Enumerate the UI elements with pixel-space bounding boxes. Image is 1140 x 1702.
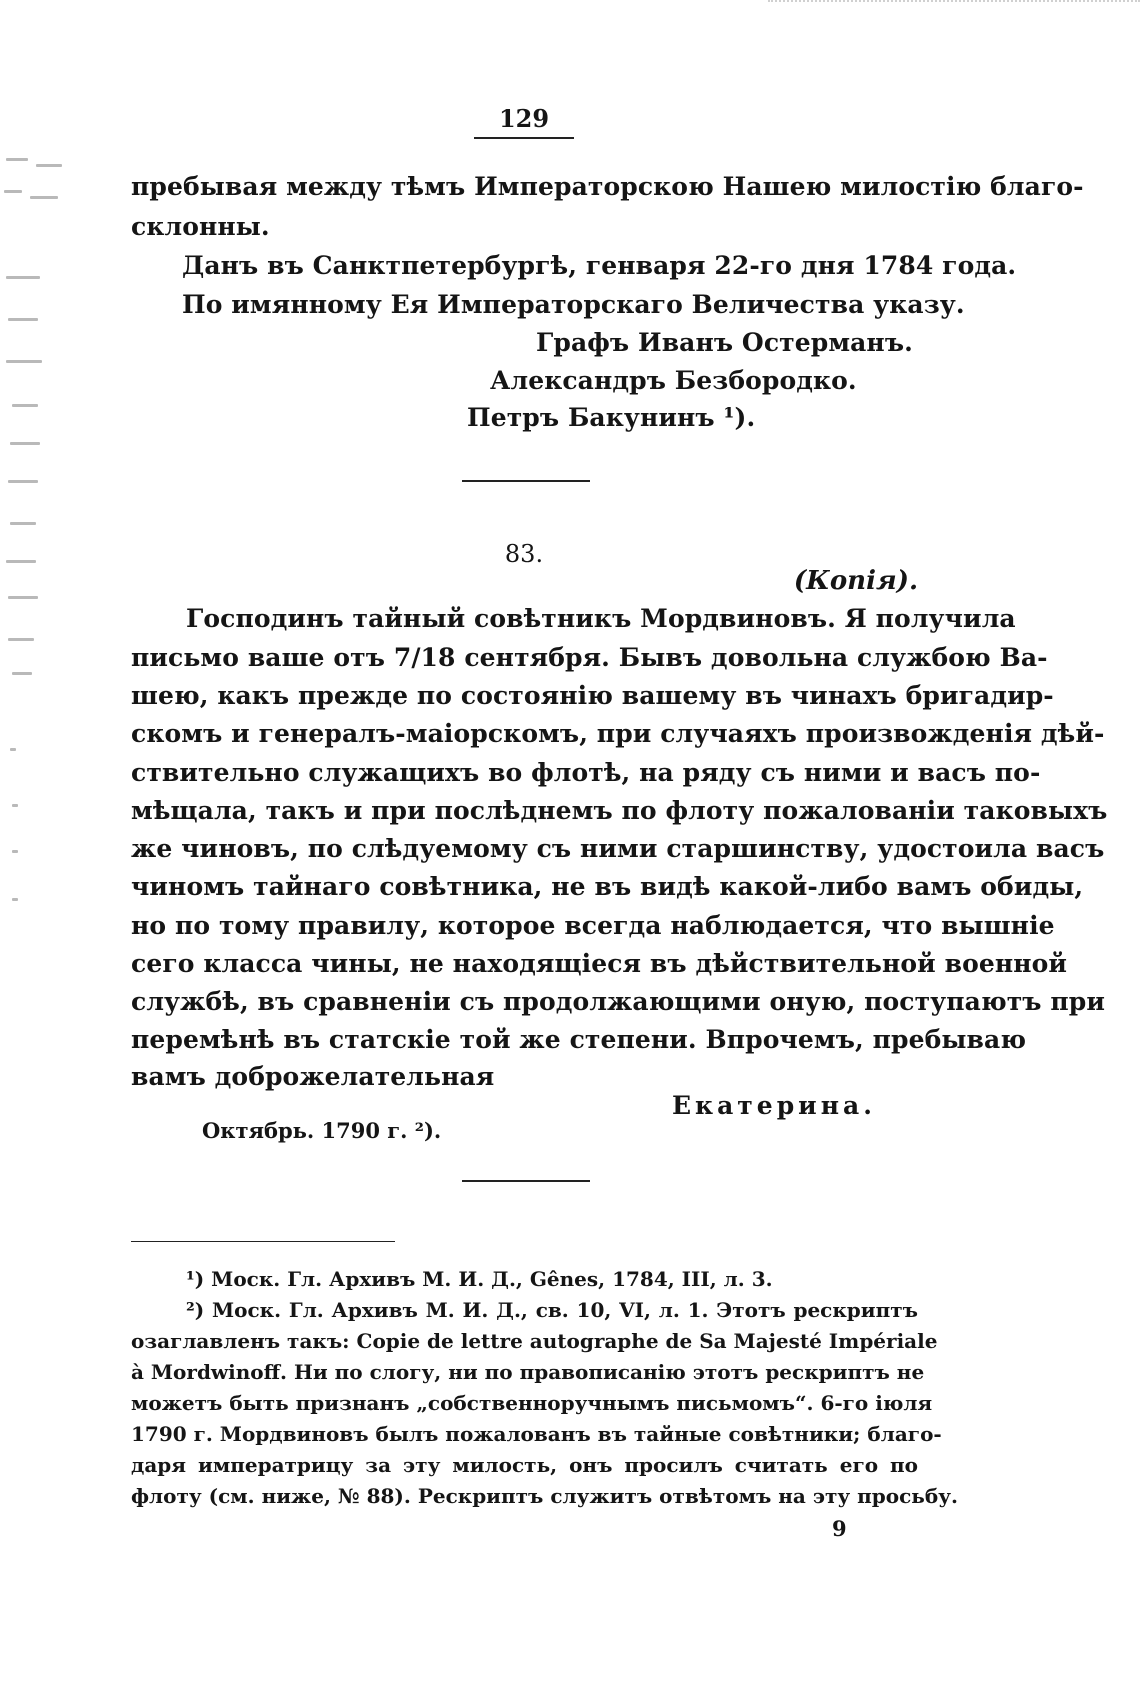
body-line: ствительно служащихъ во флотѣ, на ряду съ ними и васъ по- xyxy=(131,758,1041,787)
section-divider xyxy=(462,1180,590,1182)
section-divider xyxy=(462,480,590,482)
footnote-2-line: даря императрицу за эту милость, онъ просилъ считать его по xyxy=(131,1453,918,1477)
footnote-2-line: à Mordwinoff. Ни по слогу, ни по правописанію этотъ рескриптъ не xyxy=(131,1360,925,1384)
footnote-2-line: 1790 г. Мордвиновъ былъ пожалованъ въ тайные совѣтники; благо- xyxy=(131,1422,942,1446)
text-line: склонны. xyxy=(131,212,270,241)
body-line: вамъ доброжелательная xyxy=(131,1062,495,1091)
copy-note: (Копія). xyxy=(793,566,918,596)
body-line: мѣщала, такъ и при послѣднемъ по флоту пожалованіи таковыхъ xyxy=(131,796,1108,825)
footnote-2-line: ²) Моск. Гл. Архивъ М. И. Д., св. 10, VI, л. 1. Этотъ рескриптъ xyxy=(186,1298,918,1322)
signature-ekaterina: Екатерина. xyxy=(672,1091,876,1120)
footnote-2-line: можетъ быть признанъ „собственноручнымъ письмомъ“. 6-го іюля xyxy=(131,1391,933,1415)
body-line: службѣ, въ сравненіи съ продолжающими оную, поступаютъ при xyxy=(131,987,1106,1016)
margin-bleed-marks xyxy=(0,150,70,910)
page-number: 129 xyxy=(498,104,550,133)
footnote-2-line: флоту (см. ниже, № 88). Рескриптъ служитъ отвѣтомъ на эту просьбу. xyxy=(131,1484,958,1508)
body-line: же чиновъ, по слѣдуемому съ ними старшинству, удостоила васъ xyxy=(131,834,1105,863)
footnote-2-line: озаглавленъ такъ: Copie de lettre autographe de Sa Majesté Impériale xyxy=(131,1329,938,1353)
body-line: перемѣнѣ въ статскіе той же степени. Впрочемъ, пребываю xyxy=(131,1025,1027,1054)
footnote-separator xyxy=(131,1241,395,1242)
body-line: чиномъ тайнаго совѣтника, не въ видѣ какой-либо вамъ обиды, xyxy=(131,872,1084,901)
page-number-underline xyxy=(474,137,574,139)
body-line: но по тому правилу, которое всегда наблюдается, что вышніе xyxy=(131,911,1055,940)
document-number: 83. xyxy=(504,540,544,568)
order-line: По имянному Ея Императорскаго Величества указу. xyxy=(182,290,965,319)
body-line: Господинъ тайный совѣтникъ Мордвиновъ. Я получила xyxy=(186,604,1016,633)
signature-sheet-number: 9 xyxy=(832,1516,847,1541)
body-line: шею, какъ прежде по состоянію вашему въ чинахъ бригадир- xyxy=(131,681,1054,710)
body-line: письмо ваше отъ 7/18 сентября. Бывъ довольна службою Ва- xyxy=(131,643,1048,672)
top-edge-rule xyxy=(768,0,1140,4)
footnote-1: ¹) Моск. Гл. Архивъ М. И. Д., Gênes, 1784, III, л. 3. xyxy=(186,1267,773,1291)
body-line: сего класса чины, не находящіеся въ дѣйствительной военной xyxy=(131,949,1068,978)
signatory-osterman: Графъ Иванъ Остерманъ. xyxy=(536,328,913,357)
signatory-bakunin: Петръ Бакунинъ ¹). xyxy=(467,403,756,432)
text-line: пребывая между тѣмъ Императорскою Нашею милостію благо- xyxy=(131,172,1084,201)
place-date-line: Данъ въ Санктпетербургѣ, генваря 22-го дня 1784 года. xyxy=(182,251,1017,280)
document-date: Октябрь. 1790 г. ²). xyxy=(202,1118,442,1143)
signatory-bezborodko: Александръ Безбородко. xyxy=(490,366,857,395)
body-line: скомъ и генералъ-маіорскомъ, при случаяхъ произвожденія дѣй- xyxy=(131,719,1105,748)
